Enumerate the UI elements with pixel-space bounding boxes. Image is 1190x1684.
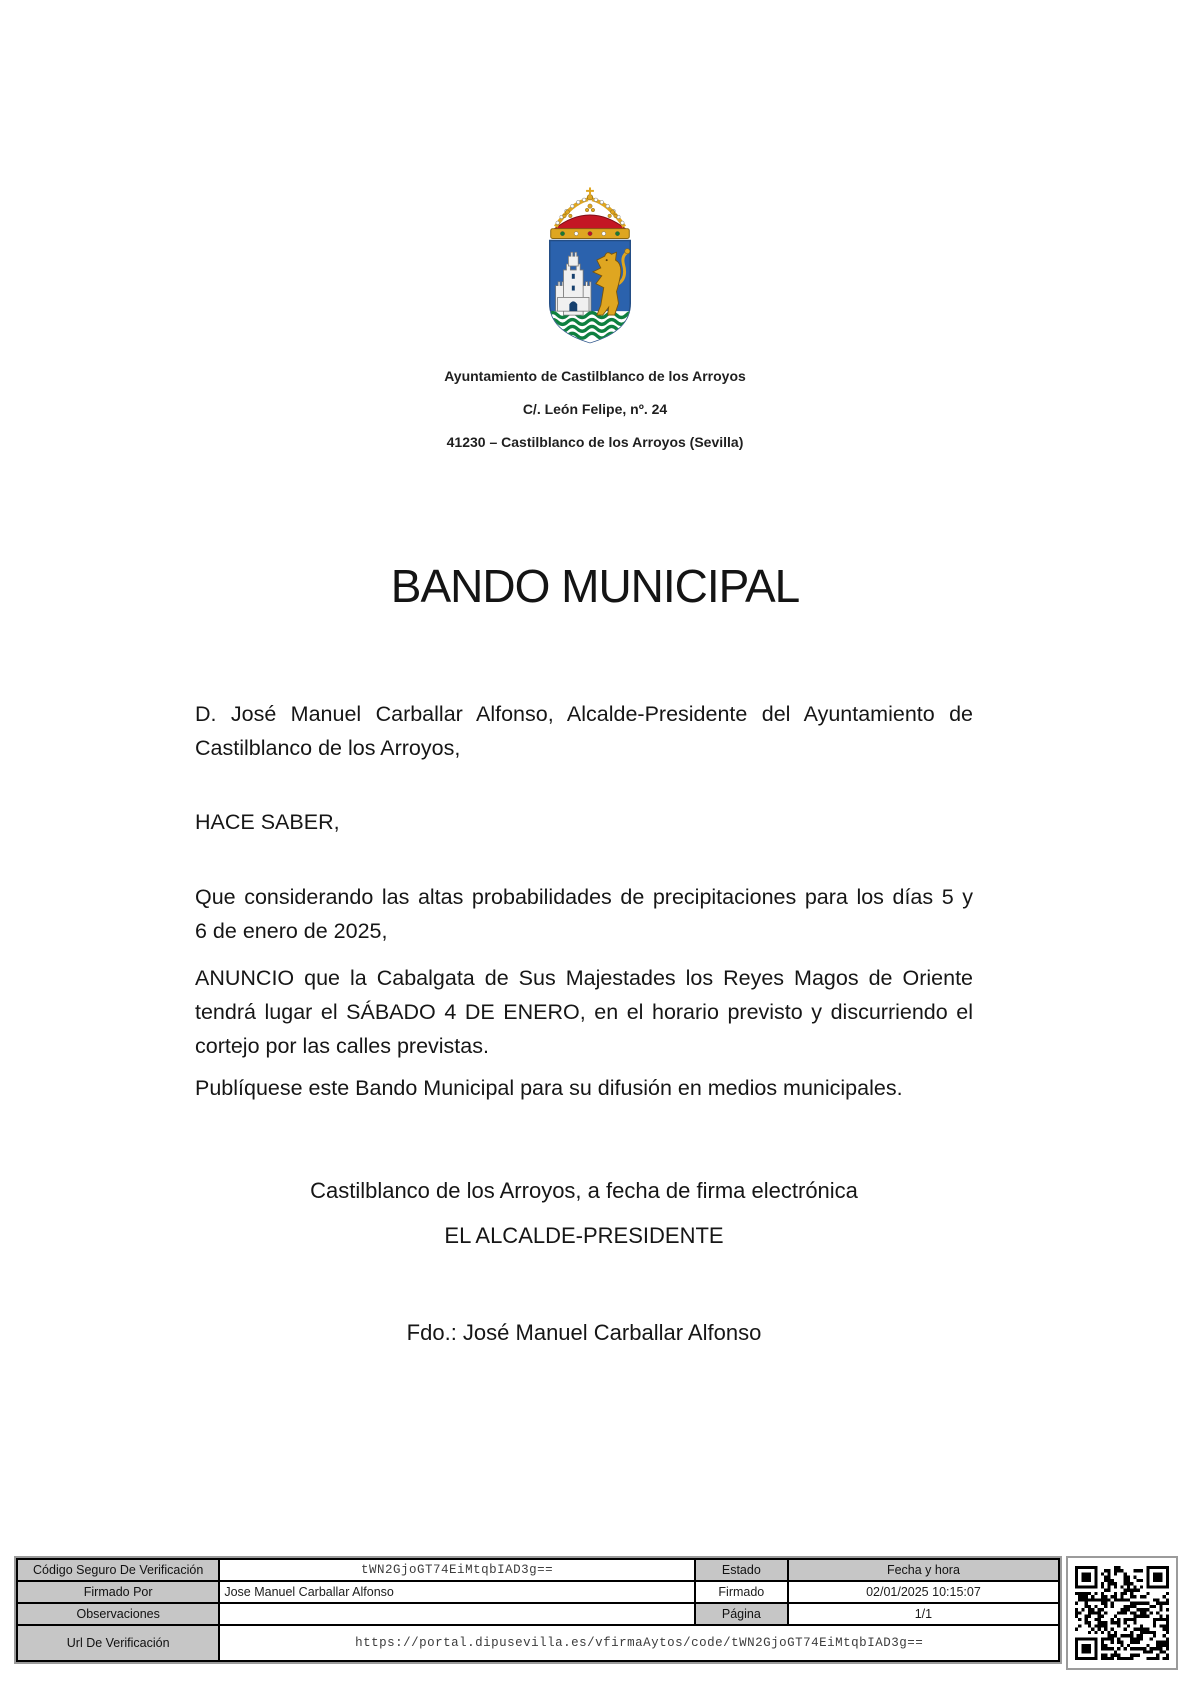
org-city-line: 41230 – Castilblanco de los Arroyos (Sevilla) — [446, 434, 744, 450]
qr-code-icon — [1075, 1566, 1169, 1660]
url-verificacion-value: https://portal.dipusevilla.es/vfirmaAytos/code/tWN2GjoGT74EiMtqbIAD3g== — [219, 1625, 1059, 1661]
closing-place-line: Castilblanco de los Arroyos, a fecha de firma electrónica — [310, 1178, 858, 1203]
fecha-hora-value: 02/01/2025 10:15:07 — [788, 1581, 1059, 1603]
firmado-por-label: Firmado Por — [17, 1581, 219, 1603]
body-line: tendrá lugar el SÁBADO 4 DE ENERO, en el horario previsto y discurriendo el — [195, 1000, 973, 1024]
paragraph-presentation — [195, 697, 973, 765]
pagina-value: 1/1 — [788, 1603, 1059, 1625]
estado-label: Estado — [695, 1559, 788, 1581]
org-address: C/. León Felipe, nº. 24 — [522, 401, 668, 417]
body-line: D. José Manuel Carballar Alfonso, Alcalde-Presidente del Ayuntamiento de — [195, 702, 973, 726]
observaciones-value — [219, 1603, 694, 1625]
observaciones-label: Observaciones — [17, 1603, 219, 1625]
firmado-por-value: Jose Manuel Carballar Alfonso — [219, 1581, 694, 1603]
body-line: Publíquese este Bando Municipal para su difusión en medios municipales. — [195, 1076, 903, 1100]
verification-table — [14, 1556, 1062, 1664]
closing-role-line: EL ALCALDE-PRESIDENTE — [444, 1223, 724, 1248]
paragraph-considerando — [195, 880, 973, 948]
municipal-coat-of-arms-icon — [536, 186, 644, 346]
fecha-hora-label: Fecha y hora — [788, 1559, 1059, 1581]
csv-value: tWN2GjoGT74EiMtqbIAD3g== — [219, 1559, 694, 1581]
body-line: 6 de enero de 2025, — [195, 919, 388, 943]
signature-line: Fdo.: José Manuel Carballar Alfonso — [406, 1320, 762, 1345]
paragraph-anuncio — [195, 961, 973, 1063]
paragraph-hace-saber — [195, 805, 973, 839]
body-line: ANUNCIO que la Cabalgata de Sus Majestades los Reyes Magos de Oriente — [195, 966, 973, 990]
csv-label: Código Seguro De Verificación — [17, 1559, 219, 1581]
estado-value: Firmado — [695, 1581, 788, 1603]
url-verificacion-label: Url De Verificación — [17, 1625, 219, 1661]
body-line: cortejo por las calles previstas. — [195, 1034, 489, 1058]
body-line: HACE SABER, — [195, 810, 340, 834]
qr-code-box — [1066, 1556, 1178, 1670]
body-line: Que considerando las altas probabilidades de precipitaciones para los días 5 y — [195, 885, 973, 909]
pagina-label: Página — [695, 1603, 788, 1625]
org-name: Ayuntamiento de Castilblanco de los Arroyos — [444, 368, 746, 384]
body-line: Castilblanco de los Arroyos, — [195, 736, 461, 760]
document-title: BANDO MUNICIPAL — [390, 560, 800, 612]
paragraph-publiquese — [195, 1071, 973, 1105]
